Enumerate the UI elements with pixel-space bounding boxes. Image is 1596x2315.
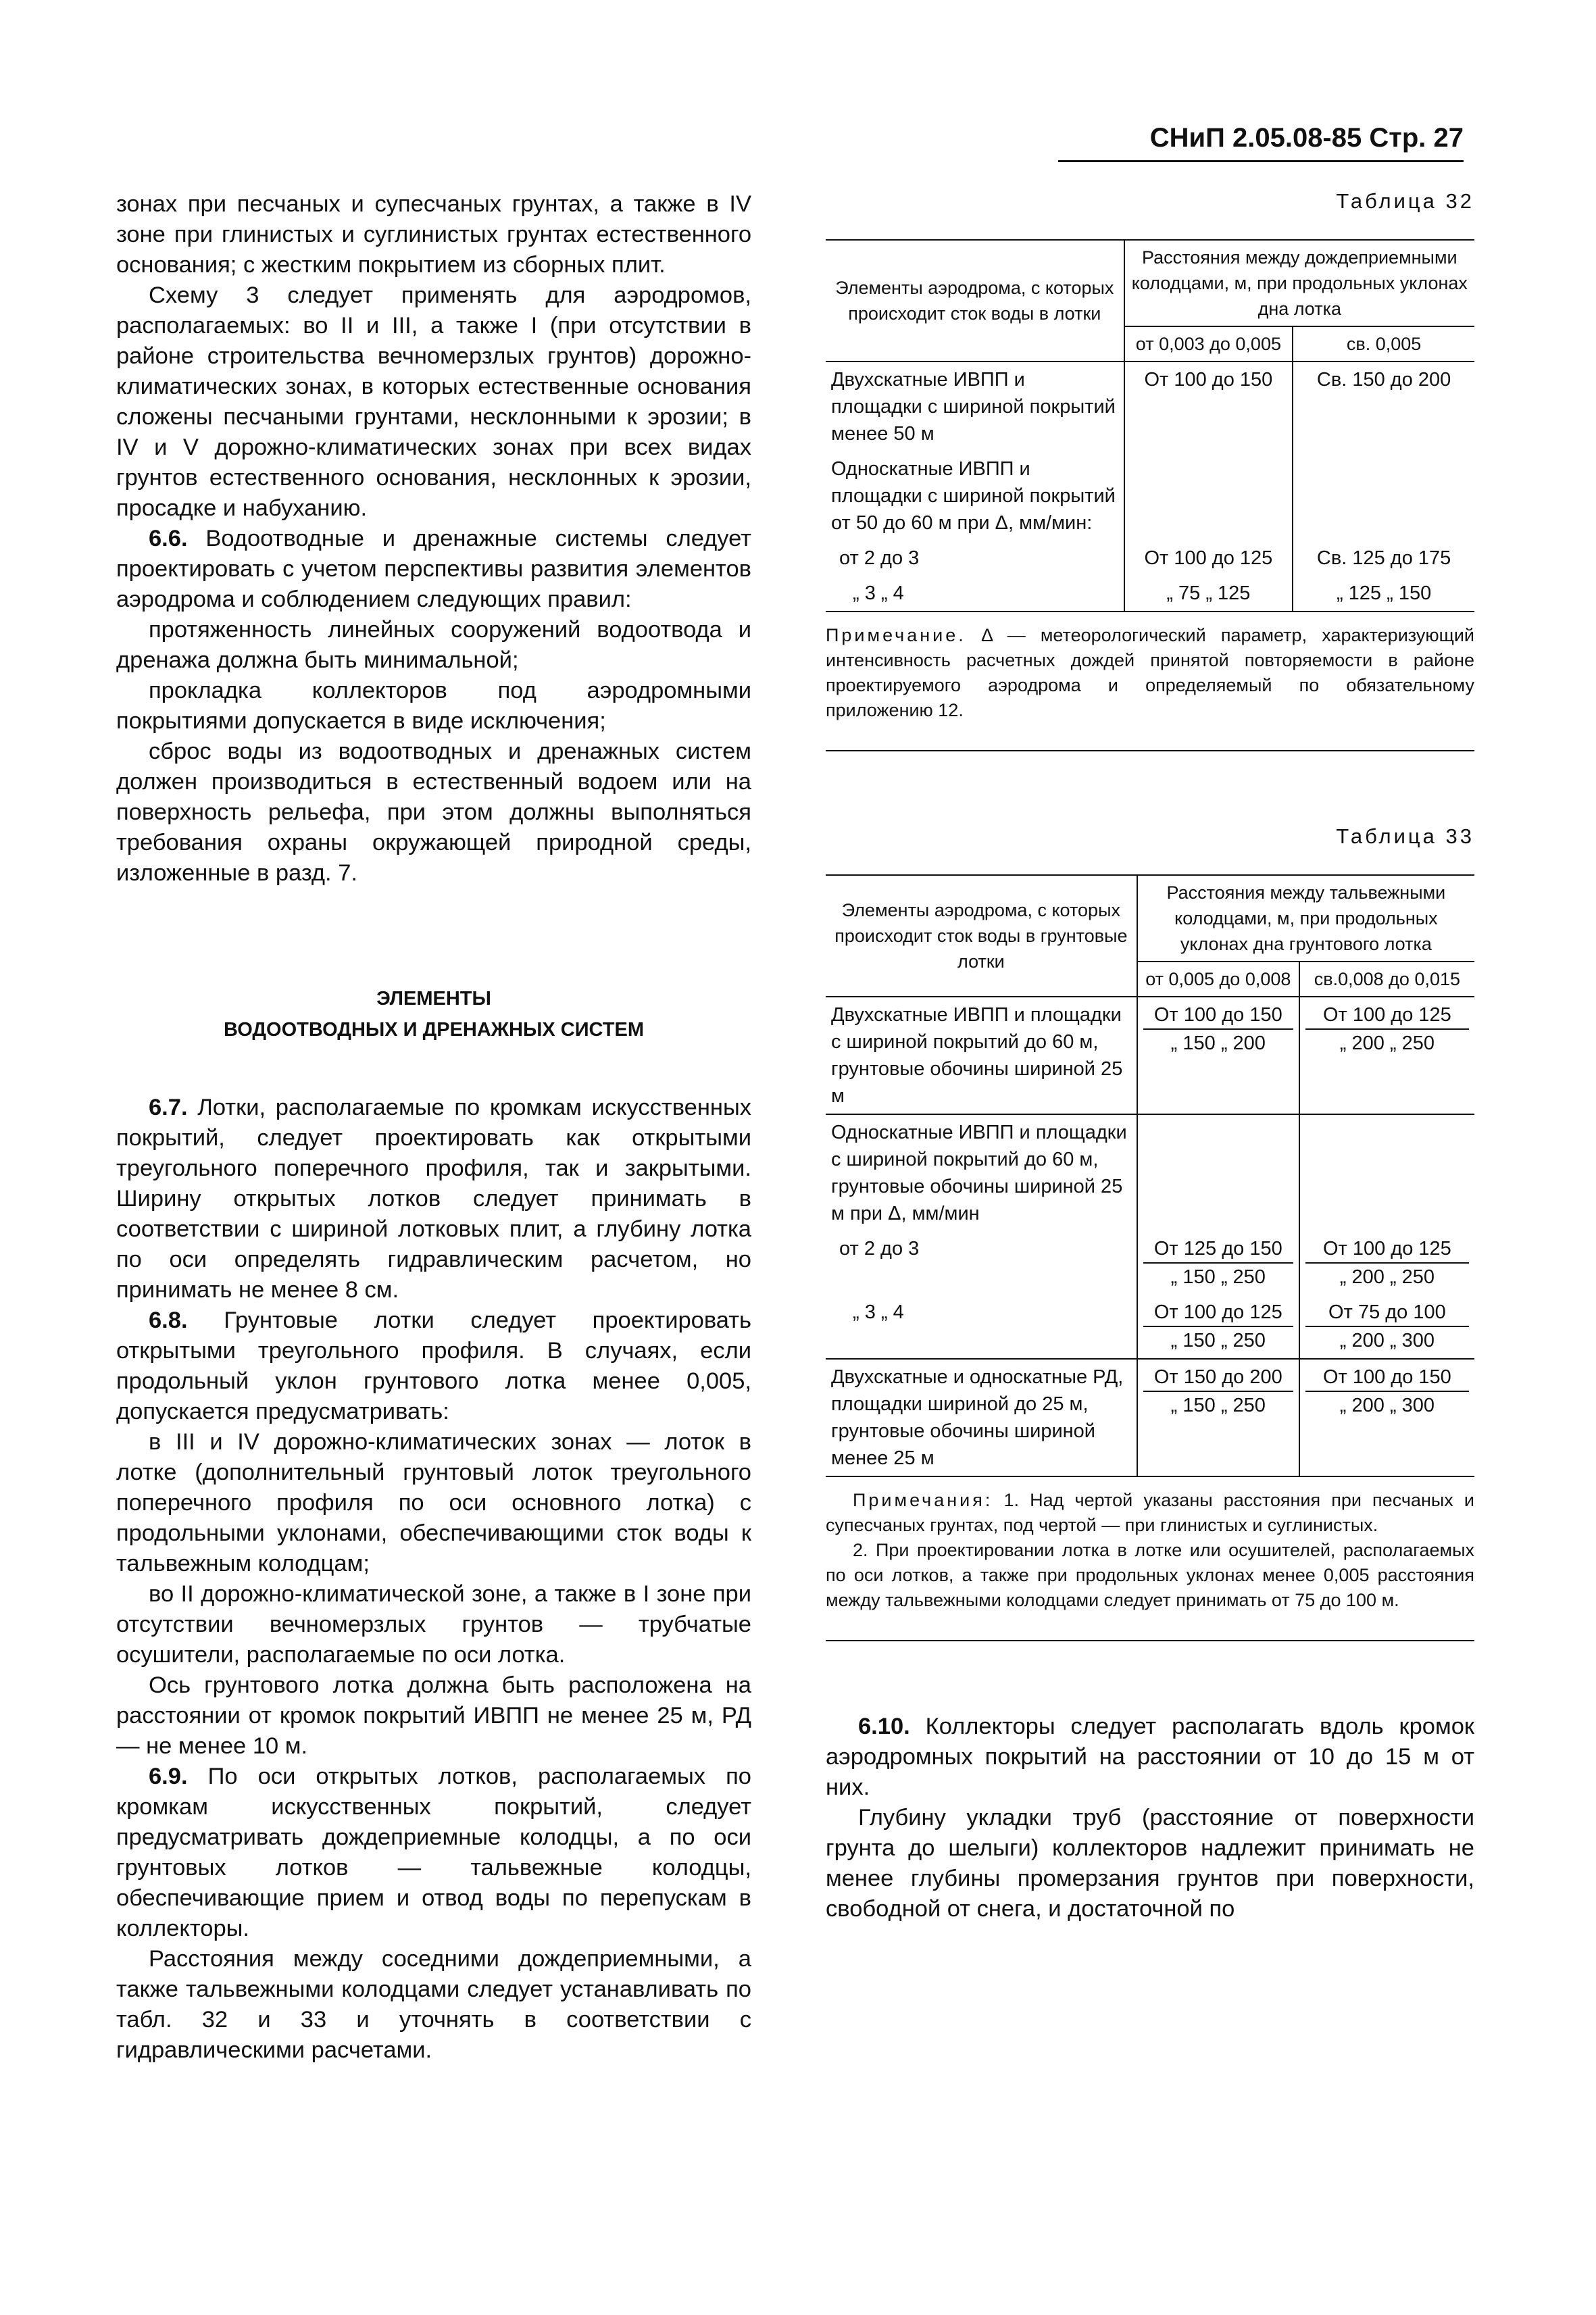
paragraph: зонах при песчаных и супесчаных грунтах, а также в IV зоне при глинистых и суглинистых грунтах естественного основания; с жестким покрытием из сборных плит. (116, 191, 751, 278)
paragraph: протяженность линейных сооружений водоотвода и дренажа должна быть минимальной; (116, 617, 751, 673)
value-above-line: От 100 до 150 (1305, 1364, 1469, 1392)
table-cell-empty (1293, 451, 1474, 541)
table-cell: Односкатные ИВПП и площадки с шириной покрытий до 60 м, грунтовые обочины шириной 25 м при Δ, мм/мин (826, 1114, 1137, 1231)
value-below-line: „ 150 „ 250 (1170, 1395, 1266, 1416)
paragraph-6-7 (116, 1093, 751, 1305)
value-above-line: От 100 до 125 (1305, 1235, 1469, 1264)
table-33-caption: Таблица 33 (1336, 824, 1474, 848)
value-below-line: „ 200 „ 300 (1339, 1330, 1435, 1351)
separator (826, 1640, 1474, 1641)
table-header-elements: Элементы аэродрома, с которых происходит сток воды в лотки (826, 240, 1124, 362)
left-column (116, 189, 751, 2066)
clause-number: 6.6. (149, 526, 188, 551)
table-33 (826, 874, 1474, 1477)
table-cell: „ 75 „ 125 (1124, 576, 1293, 612)
value-above-line: От 100 до 125 (1143, 1299, 1293, 1327)
table-cell (1137, 1295, 1299, 1359)
table-cell: „ 3 „ 4 (826, 576, 1124, 612)
table-header-slope-1: от 0,005 до 0,008 (1137, 962, 1299, 997)
table-header-elements: Элементы аэродрома, с которых происходит сток воды в грунтовые лотки (826, 875, 1137, 997)
value-above-line: От 125 до 150 (1143, 1235, 1293, 1264)
paragraph: Схему 3 следует применять для аэродромов, располагаемых: во II и III, а также I (при отсутствии в районе строительства вечномерзлых грунтов) дорожно-климатических зонах, в которых естественные основания сложены песчаными грунтами, несклонными к эрозии; в IV и V дорожно-климатических зонах при всех видах грунтов естественного основания, несклонных к эрозии, просадке и набуханию. (116, 282, 751, 521)
paragraph-6-6 (116, 524, 751, 615)
clause-number: 6.8. (149, 1308, 188, 1333)
paragraph: в III и IV дорожно-климатических зонах — лоток в лотке (дополнительный грунтовый лоток треугольного поперечного профиля по оси основного лотка) с продольными уклонами, обеспечивающими сток воды к тальвежным колодцам; (116, 1429, 751, 1576)
table-33-notes (826, 1488, 1474, 1613)
table-cell: Двухскатные и односкатные РД, площадки шириной до 25 м, грунтовые обочины шириной менее 25 м (826, 1359, 1137, 1476)
notes-label: Примечания: (853, 1490, 993, 1510)
value-below-line: „ 200 „ 250 (1339, 1032, 1435, 1054)
note-label: Примечание. (826, 625, 966, 645)
clause-text: Лотки, располагаемые по кромкам искусственных покрытий, следует проектировать как открытыми треугольного поперечного профиля, так и закрытыми. Ширину открытых лотков следует принимать в соответствии с шириной лотковых плит, а глубину лотка по оси определять гидравлическим расчетом, но принимать не менее 8 см. (116, 1095, 751, 1303)
table-cell (1137, 997, 1299, 1114)
clause-number: 6.10. (858, 1714, 910, 1739)
table-cell (1137, 1359, 1299, 1476)
value-below-line: „ 150 „ 250 (1170, 1330, 1266, 1351)
value-below-line: „ 150 „ 200 (1170, 1032, 1266, 1054)
table-header-slope-1: от 0,003 до 0,005 (1124, 326, 1293, 362)
table-header-slope-2: св. 0,005 (1293, 326, 1474, 362)
clause-text: Грунтовые лотки следует проектировать открытыми треугольного профиля. В случаях, если продольный уклон грунтового лотка менее 0,005, допускается предусматривать: (116, 1308, 751, 1424)
note-text: Δ — метеорологический параметр, характеризующий интенсивность расчетных дождей принятой повторяемости в районе проектируемого аэродрома и определяемый по обязательному приложению 12. (826, 625, 1474, 720)
clause-text: Коллекторы следует располагать вдоль кромок аэродромных покрытий на расстоянии от 10 до 15 м от них. (826, 1714, 1474, 1800)
table-cell: Двухскатные ИВПП и площадки с шириной покрытий до 60 м, грунтовые обочины шириной 25 м (826, 997, 1137, 1114)
value-above-line: От 100 до 125 (1305, 1001, 1469, 1030)
table-cell-empty (1137, 1114, 1299, 1231)
paragraph: Ось грунтового лотка должна быть расположена на расстоянии от кромок покрытий ИВПП не менее 25 м, РД — не менее 10 м. (116, 1672, 751, 1759)
table-cell: От 100 до 125 (1124, 541, 1293, 576)
table-cell: Св. 125 до 175 (1316, 547, 1451, 569)
value-below-line: „ 150 „ 250 (1170, 1266, 1266, 1288)
note-2: 2. При проектировании лотка в лотке или осушителей, располагаемых по оси лотков, а также при продольных уклонах менее 0,005 расстояния между тальвежными колодцами следует принимать от 75 до 100 м. (826, 1540, 1474, 1610)
table-cell-empty (1124, 451, 1293, 541)
paragraph: Расстояния между соседними дождеприемными, а также тальвежными колодцами следует устанавливать по табл. 32 и 33 и уточнять в соответствии с гидравлическими расчетами. (116, 1946, 751, 2063)
table-cell: Св. 150 до 200 (1316, 369, 1451, 391)
clause-text: Водоотводные и дренажные системы следует проектировать с учетом перспективы развития элементов аэродрома и соблюдением следующих правил: (116, 526, 751, 612)
paragraph-6-8 (116, 1305, 751, 1427)
table-header-distances: Расстояния между тальвежными колодцами, м, при продольных уклонах дна грунтового лотка (1137, 875, 1474, 962)
table-cell: „ 3 „ 4 (826, 1295, 1137, 1359)
table-cell (1299, 1295, 1474, 1359)
paragraph-6-10 (826, 1712, 1474, 1803)
paragraph: сброс воды из водоотводных и дренажных систем должен производиться в естественный водоем или на поверхность рельефа, при этом должны выполняться требования охраны окружающей природной среды, изложенные в разд. 7. (116, 739, 751, 886)
value-below-line: „ 200 „ 250 (1339, 1266, 1435, 1288)
table-32-caption: Таблица 32 (1336, 189, 1474, 213)
clause-number: 6.9. (149, 1764, 188, 1789)
table-cell-empty (1299, 1114, 1474, 1231)
clause-text: По оси открытых лотков, располагаемых по кромкам искусственных покрытий, следует предусматривать дождеприемные колодцы, а по оси грунтовых лотков — тальвежные колодцы, обеспечивающие прием и отвод воды по перепускам в коллекторы. (116, 1764, 751, 1941)
table-header-distances: Расстояния между дождеприемными колодцами, м, при продольных уклонах дна лотка (1124, 240, 1474, 326)
value-above-line: От 100 до 150 (1143, 1001, 1293, 1030)
separator (826, 750, 1474, 751)
table-cell (1299, 1359, 1474, 1476)
paragraph: прокладка коллекторов под аэродромными покрытиями допускается в виде исключения; (116, 678, 751, 734)
table-cell: Односкатные ИВПП и площадки с шириной покрытий от 50 до 60 м при Δ, мм/мин: (826, 451, 1124, 541)
right-column (826, 189, 1474, 1924)
table-32 (826, 239, 1474, 612)
table-cell (1137, 1231, 1299, 1295)
value-below-line: „ 200 „ 300 (1339, 1395, 1435, 1416)
table-cell: от 2 до 3 (826, 541, 1124, 576)
value-above-line: От 75 до 100 (1305, 1299, 1469, 1327)
table-cell: Двухскатные ИВПП и площадки с шириной покрытий менее 50 м (826, 362, 1124, 451)
table-cell (1299, 997, 1474, 1114)
section-title-line-2: ВОДООТВОДНЫХ И ДРЕНАЖНЫХ СИСТЕМ (224, 1019, 644, 1041)
table-cell: от 2 до 3 (826, 1231, 1137, 1295)
table-cell (1299, 1231, 1474, 1295)
table-cell: От 100 до 150 (1124, 362, 1293, 451)
section-title (116, 983, 751, 1045)
page-header: СНиП 2.05.08-85 Стр. 27 (1058, 123, 1464, 162)
table-cell: „ 125 „ 150 (1336, 582, 1432, 604)
table-header-slope-2: св.0,008 до 0,015 (1299, 962, 1474, 997)
section-title-line-1: ЭЛЕМЕНТЫ (376, 988, 491, 1010)
clause-number: 6.7. (149, 1095, 188, 1120)
value-above-line: От 150 до 200 (1143, 1364, 1293, 1392)
paragraph: Глубину укладки труб (расстояние от поверхности грунта до шелыги) коллекторов надлежит принимать не менее глубины промерзания грунтов при поверхности, свободной от снега, и достаточной по (826, 1805, 1474, 1922)
table-32-note (826, 623, 1474, 723)
paragraph: во II дорожно-климатической зоне, а также в I зоне при отсутствии вечномерзлых грунтов — трубчатые осушители, располагаемые по оси лотка. (116, 1581, 751, 1668)
note-1: 1. Над чертой указаны расстояния при песчаных и супесчаных грунтах, под чертой — при глинистых и суглинистых. (826, 1490, 1474, 1535)
paragraph-6-9 (116, 1762, 751, 1944)
